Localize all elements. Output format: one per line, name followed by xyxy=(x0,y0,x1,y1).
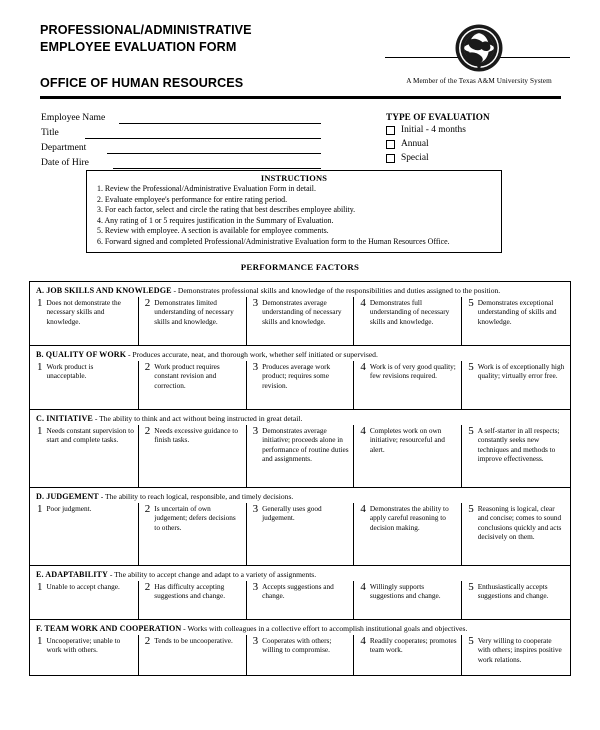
rating-number: 4 xyxy=(360,361,366,373)
rating-cell[interactable] xyxy=(246,581,354,619)
rating-cell[interactable] xyxy=(461,503,569,565)
rating-cell[interactable] xyxy=(461,635,569,675)
instruction-item: 1. Review the Professional/Administrative Evaluation Form in detail. xyxy=(97,184,316,193)
rating-cell[interactable] xyxy=(461,581,569,619)
rating-number: 3 xyxy=(252,425,259,437)
rating-text: Work is of very good quality; few revisions required. xyxy=(369,362,456,381)
factor-e-name: E. ADAPTABILITY xyxy=(36,570,108,579)
factor-b-ratings xyxy=(30,361,570,409)
factor-f-name: F. TEAM WORK AND COOPERATION xyxy=(36,624,182,633)
checkbox-special[interactable] xyxy=(386,154,395,163)
factor-f-description: - Works with colleagues in a collective effort to accomplish institutional goals and objectives. xyxy=(181,624,468,633)
logo-area xyxy=(385,22,570,94)
rating-text: Demonstrates full understanding of necessary skills and knowledge. xyxy=(369,298,450,326)
evaluation-type-block xyxy=(386,112,546,165)
factor-c-ratings xyxy=(30,425,570,487)
rating-text: Cooperates with others; willing to compromise. xyxy=(262,636,332,655)
rating-cell[interactable] xyxy=(353,503,461,565)
rating-text: A self-starter in all respects; constantly seeks new techniques and methods to improve effectiveness. xyxy=(477,426,560,463)
rating-text: Enthusiastically accepts suggestions and change. xyxy=(477,582,549,601)
rating-text: Work product requires constant revision and correction. xyxy=(154,362,220,390)
rating-number: 1 xyxy=(37,425,43,437)
rating-number: 5 xyxy=(468,361,474,373)
instruction-item: 6. Forward signed and completed Professional/Administrative Evaluation form to the Human Resources Office. xyxy=(97,236,450,246)
factor-a-heading xyxy=(30,282,570,297)
rating-number: 3 xyxy=(252,635,259,647)
rating-cell[interactable] xyxy=(31,635,138,675)
title-input[interactable] xyxy=(85,138,321,139)
rating-text: Work product is unacceptable. xyxy=(46,362,94,381)
rating-number: 3 xyxy=(252,503,259,515)
rating-text: Generally uses good judgement. xyxy=(262,504,322,523)
instructions-box xyxy=(86,170,502,253)
factor-d-name: D. JUDGEMENT xyxy=(36,492,99,501)
factor-section-b xyxy=(30,346,570,410)
system-member-text: A Member of the Texas A&M University System xyxy=(406,77,552,85)
title-row xyxy=(41,127,331,142)
rating-cell[interactable] xyxy=(461,361,569,409)
factor-d-description: - The ability to reach logical, responsible, and timely decisions. xyxy=(98,492,294,501)
department-row xyxy=(41,142,331,157)
evaluation-type-label-annual: Annual xyxy=(401,139,429,149)
rating-cell[interactable] xyxy=(246,503,354,565)
rating-cell[interactable] xyxy=(353,361,461,409)
performance-factors-title: PERFORMANCE FACTORS xyxy=(240,262,360,272)
rating-number: 3 xyxy=(252,581,259,593)
factor-f-ratings xyxy=(30,635,570,675)
form-title xyxy=(40,22,370,56)
rating-number: 5 xyxy=(468,581,474,593)
instructions-title: INSTRUCTIONS xyxy=(260,174,328,183)
rating-cell[interactable] xyxy=(461,425,569,487)
rating-text: Demonstrates average understanding of necessary skills and knowledge. xyxy=(262,298,342,326)
rating-text: Needs constant supervision to start and complete tasks. xyxy=(46,426,134,445)
factor-d-ratings xyxy=(30,503,570,565)
rating-cell[interactable] xyxy=(353,635,461,675)
rating-text: Completes work on own initiative; resourceful and alert. xyxy=(369,426,445,454)
rating-text: Has difficulty accepting suggestions and change. xyxy=(154,582,226,601)
instruction-item: 3. For each factor, select and circle the rating that best describes employee ability. xyxy=(97,205,356,215)
rating-number: 4 xyxy=(360,581,366,593)
rating-number: 1 xyxy=(37,581,43,593)
rating-cell[interactable] xyxy=(246,635,354,675)
factor-a-ratings xyxy=(30,297,570,345)
factor-e-heading xyxy=(30,566,570,581)
rating-text: Demonstrates average initiative; proceeds alone in performance of routine duties and assignments. xyxy=(262,426,349,463)
header-divider-rule xyxy=(40,96,561,99)
date-of-hire-input[interactable] xyxy=(113,168,321,169)
rating-number: 2 xyxy=(144,581,151,593)
rating-cell[interactable] xyxy=(461,297,569,345)
checkbox-initial[interactable] xyxy=(386,126,395,135)
employee-name-input[interactable] xyxy=(119,123,321,124)
factor-c-description: - The ability to think and act without being instructed in great detail. xyxy=(92,414,303,423)
date-of-hire-label: Date of Hire xyxy=(41,157,89,168)
rating-number: 1 xyxy=(37,503,43,515)
rating-text: Needs excessive guidance to finish tasks. xyxy=(154,426,238,445)
rating-cell[interactable] xyxy=(31,425,138,487)
rating-number: 5 xyxy=(468,425,474,437)
rating-text: Poor judgment. xyxy=(46,504,92,513)
factor-section-c xyxy=(30,410,570,488)
department-label: Department xyxy=(41,142,87,153)
rating-cell[interactable] xyxy=(31,297,138,345)
factor-e-ratings xyxy=(30,581,570,619)
rating-number: 3 xyxy=(252,297,259,309)
rating-number: 2 xyxy=(144,425,151,437)
rating-text: Does not demonstrate the necessary skills and knowledge. xyxy=(46,298,121,326)
rating-text: Tends to be uncooperative. xyxy=(154,636,233,645)
factor-section-f xyxy=(30,620,570,675)
performance-factors-table xyxy=(29,281,571,676)
rating-number: 4 xyxy=(360,425,366,437)
rating-number: 5 xyxy=(468,635,474,647)
rating-text: Work is of exceptionally high quality; virtually error free. xyxy=(477,362,565,381)
rating-number: 2 xyxy=(144,297,151,309)
university-seal-icon xyxy=(454,23,504,73)
rating-number: 2 xyxy=(144,503,151,515)
rating-text: Demonstrates the ability to apply careful reasoning to decision making. xyxy=(369,504,449,532)
rating-text: Unable to accept change. xyxy=(46,582,120,591)
factor-e-description: - The ability to accept change and adapt to a variety of assignments. xyxy=(107,570,317,579)
rating-text: Produces average work product; requires some revision. xyxy=(262,362,331,390)
rating-cell[interactable] xyxy=(31,361,138,409)
rating-cell[interactable] xyxy=(31,503,138,565)
evaluation-type-option-special[interactable] xyxy=(386,151,546,165)
factor-b-heading xyxy=(30,346,570,361)
rating-number: 1 xyxy=(37,635,43,647)
rating-number: 4 xyxy=(360,297,366,309)
form-title-line-1: PROFESSIONAL/ADMINISTRATIVE xyxy=(40,23,252,37)
rating-text: Readily cooperates; promotes team work. xyxy=(369,636,457,655)
employee-name-row xyxy=(41,112,331,127)
form-header xyxy=(40,22,560,100)
factor-a-description: - Demonstrates professional skills and knowledge of the responsibilities and duties assigned to the position. xyxy=(171,286,501,295)
factor-section-d xyxy=(30,488,570,566)
rating-cell[interactable] xyxy=(246,425,354,487)
rating-cell[interactable] xyxy=(138,297,246,345)
rating-text: Very willing to cooperate with others; inspires positive work relations. xyxy=(477,636,562,664)
rating-number: 1 xyxy=(37,297,43,309)
instruction-item: 4. Any rating of 1 or 5 requires justification in the Summary of Evaluation. xyxy=(97,215,334,225)
employee-name-label: Employee Name xyxy=(41,112,106,123)
rating-cell[interactable] xyxy=(138,425,246,487)
rating-cell[interactable] xyxy=(246,297,354,345)
rating-cell[interactable] xyxy=(138,361,246,409)
office-heading: OFFICE OF HUMAN RESOURCES xyxy=(40,76,244,90)
rating-text: Reasoning is logical, clear and concise; comes to sound conclusions quickly and acts decisively on them. xyxy=(477,504,562,541)
rating-cell[interactable] xyxy=(353,581,461,619)
evaluation-type-option-initial[interactable] xyxy=(386,123,546,137)
rating-cell[interactable] xyxy=(138,635,246,675)
factor-b-name: B. QUALITY OF WORK xyxy=(36,350,127,359)
rating-number: 5 xyxy=(468,503,474,515)
form-title-line-2: EMPLOYEE EVALUATION FORM xyxy=(40,40,237,54)
rating-text: Demonstrates limited understanding of necessary skills and knowledge. xyxy=(154,298,234,326)
rating-cell[interactable] xyxy=(138,503,246,565)
factor-d-heading xyxy=(30,488,570,503)
rating-cell[interactable] xyxy=(353,297,461,345)
rating-text: Accepts suggestions and change. xyxy=(262,582,334,601)
rating-number: 4 xyxy=(360,635,366,647)
factor-c-name: C. INITIATIVE xyxy=(36,414,93,423)
title-label: Title xyxy=(41,127,59,138)
rating-cell[interactable] xyxy=(31,581,138,619)
rating-number: 2 xyxy=(144,361,151,373)
rating-number: 2 xyxy=(144,635,151,647)
instruction-item: 2. Evaluate employee's performance for entire rating period. xyxy=(97,194,288,204)
factor-c-heading xyxy=(30,410,570,425)
factor-f-heading xyxy=(30,620,570,635)
factor-section-a xyxy=(30,282,570,346)
checkbox-annual[interactable] xyxy=(386,140,395,149)
evaluation-type-title: TYPE OF EVALUATION xyxy=(386,112,490,122)
evaluation-type-option-annual[interactable] xyxy=(386,137,546,151)
employee-info-block xyxy=(41,112,331,172)
rating-text: Is uncertain of own judgement; defers decisions to others. xyxy=(154,504,236,532)
evaluation-type-label-special: Special xyxy=(401,153,429,163)
rating-number: 1 xyxy=(37,361,43,373)
rating-text: Demonstrates exceptional understanding of skills and knowledge. xyxy=(477,298,557,326)
factor-a-name: A. JOB SKILLS AND KNOWLEDGE xyxy=(36,286,172,295)
rating-cell[interactable] xyxy=(246,361,354,409)
rating-number: 3 xyxy=(252,361,259,373)
evaluation-type-label-initial: Initial - 4 months xyxy=(401,125,466,135)
rating-number: 5 xyxy=(468,297,474,309)
instruction-item: 5. Review with employee. A section is available for employee comments. xyxy=(97,226,329,236)
factor-section-e xyxy=(30,566,570,620)
rating-number: 4 xyxy=(360,503,366,515)
rating-cell[interactable] xyxy=(138,581,246,619)
rating-text: Willingly supports suggestions and change. xyxy=(369,582,441,601)
department-input[interactable] xyxy=(107,153,321,154)
rating-cell[interactable] xyxy=(353,425,461,487)
rating-text: Uncooperative; unable to work with others. xyxy=(46,636,121,655)
factor-b-description: - Produces accurate, neat, and thorough work, whether self initiated or supervised. xyxy=(126,350,378,359)
